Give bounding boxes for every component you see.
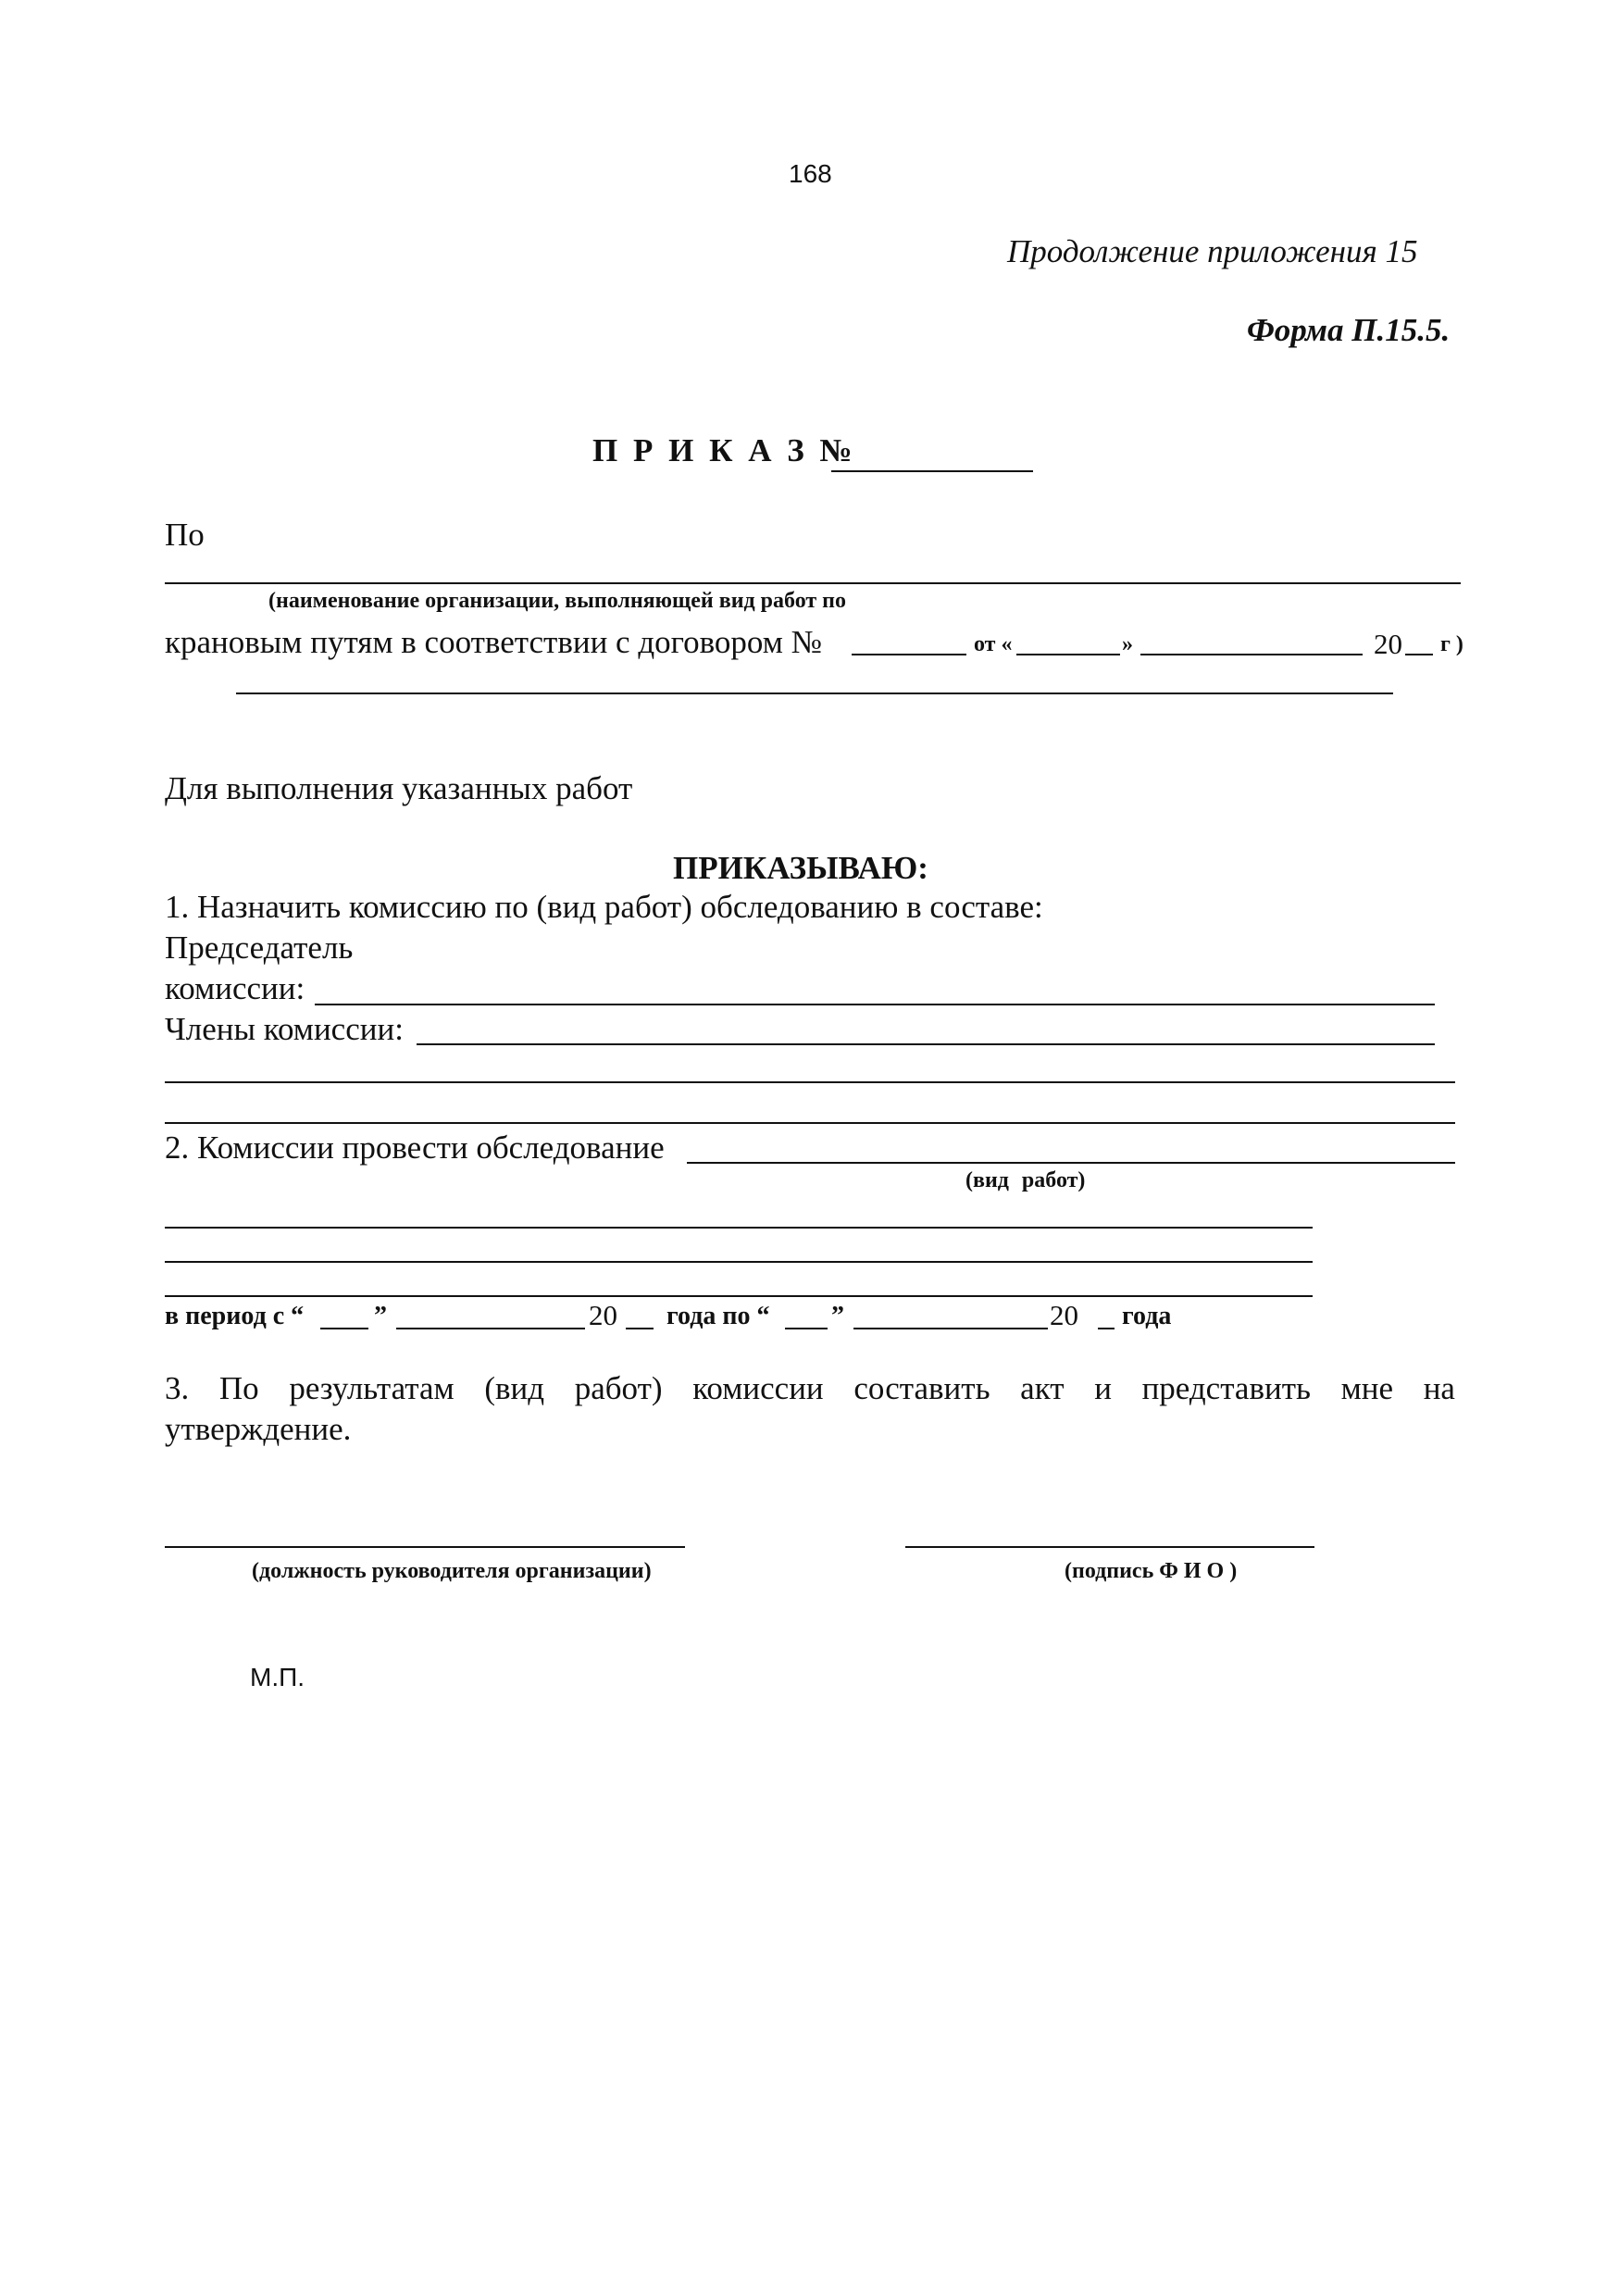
period-end-quote-end: ” xyxy=(831,1302,844,1330)
for-works-text: Для выполнения указанных работ xyxy=(165,770,633,806)
members-line-3[interactable] xyxy=(165,1122,1455,1124)
period-end-year-prefix: 20 xyxy=(1050,1299,1078,1331)
year-suffix: г ) xyxy=(1440,632,1463,656)
order-number-field[interactable] xyxy=(831,470,1033,472)
item3-word: и xyxy=(1094,1370,1112,1406)
position-signature-field[interactable] xyxy=(165,1546,685,1548)
period-end-year-field[interactable] xyxy=(1098,1328,1115,1329)
item3-word: составить xyxy=(853,1370,990,1406)
commission-label: комиссии: xyxy=(165,970,305,1006)
year-prefix: 20 xyxy=(1374,628,1402,660)
item1-text: 1. Назначить комиссию по (вид работ) обследованию в составе: xyxy=(165,889,1043,925)
order-heading: ПРИКАЗЫВАЮ: xyxy=(673,850,928,886)
signature-caption: (подпись Ф И О ) xyxy=(1065,1559,1238,1583)
position-caption: (должность руководителя организации) xyxy=(252,1559,652,1583)
period-start-day-field[interactable] xyxy=(320,1328,368,1329)
item3-line2: утверждение. xyxy=(165,1411,352,1447)
item3-line1 xyxy=(165,1370,1455,1407)
contract-month-field[interactable] xyxy=(1140,654,1363,655)
item3-word: комиссии xyxy=(692,1370,824,1406)
work-type-caption: (вид работ) xyxy=(965,1168,1086,1192)
item2-text: 2. Комиссии провести обследование xyxy=(165,1129,665,1166)
work-type-field[interactable] xyxy=(687,1162,1455,1164)
appendix-continuation: Продолжение приложения 15 xyxy=(1007,233,1418,269)
organization-field[interactable] xyxy=(165,582,1461,584)
contract-number-field[interactable] xyxy=(852,654,966,655)
item3-word: на xyxy=(1423,1370,1455,1406)
po-label: По xyxy=(165,517,205,553)
period-start-year-prefix: 20 xyxy=(589,1299,617,1331)
organization-caption: (наименование организации, выполняющей вид работ по xyxy=(268,589,847,613)
order-title: П Р И К А З № xyxy=(592,432,856,468)
work-type-line-3[interactable] xyxy=(165,1261,1313,1263)
period-start-month-field[interactable] xyxy=(396,1328,585,1329)
members-field[interactable] xyxy=(417,1043,1435,1045)
item3-word: представить xyxy=(1141,1370,1311,1406)
signature-field[interactable] xyxy=(905,1546,1314,1548)
members-label: Члены комиссии: xyxy=(165,1011,404,1047)
members-line-2[interactable] xyxy=(165,1081,1455,1083)
period-end-day-field[interactable] xyxy=(785,1328,828,1329)
contract-year-field[interactable] xyxy=(1405,654,1433,655)
work-type-line-2[interactable] xyxy=(165,1227,1313,1229)
item3-word: (вид xyxy=(484,1370,545,1406)
item3-word: работ) xyxy=(574,1370,663,1406)
item3-word: мне xyxy=(1340,1370,1394,1406)
quote-close: » xyxy=(1122,632,1133,656)
item3-word: По xyxy=(218,1370,259,1406)
period-end-year-word: года xyxy=(1122,1302,1172,1330)
work-type-line-4[interactable] xyxy=(165,1295,1313,1297)
form-label: Форма П.15.5. xyxy=(1247,312,1451,348)
period-start-year-field[interactable] xyxy=(626,1328,654,1329)
chairman-field[interactable] xyxy=(315,1004,1435,1005)
item3-word: 3. xyxy=(165,1370,190,1406)
item3-word: результатам xyxy=(289,1370,455,1406)
period-label: в период с “ xyxy=(165,1302,305,1330)
from-label: от « xyxy=(974,632,1013,656)
organization-extra-line[interactable] xyxy=(236,693,1393,694)
chairman-label: Председатель xyxy=(165,930,354,966)
stamp-label: М.П. xyxy=(250,1663,305,1691)
crane-tracks-text: крановым путям в соответствии с договором № xyxy=(165,624,823,660)
period-to-label: года по “ xyxy=(666,1302,770,1330)
item3-word: акт xyxy=(1020,1370,1065,1406)
period-end-month-field[interactable] xyxy=(853,1328,1048,1329)
period-start-quote-end: ” xyxy=(374,1302,387,1330)
page-number: 168 xyxy=(789,159,832,188)
contract-day-field[interactable] xyxy=(1016,654,1120,655)
